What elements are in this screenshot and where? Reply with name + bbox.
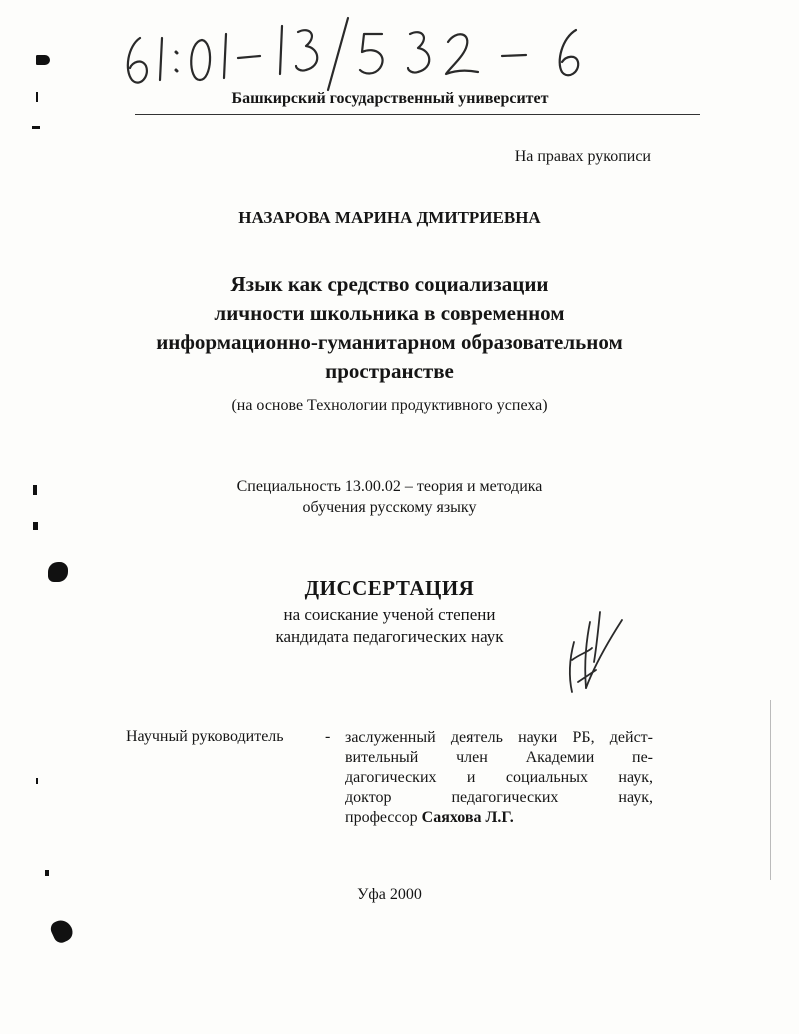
- specialty-line: обучения русскому языку: [302, 499, 477, 516]
- title-line: Язык как средство социализации: [230, 272, 549, 296]
- city-year: Уфа 2000: [357, 886, 422, 903]
- scan-artifact: [33, 522, 38, 530]
- title-line: информационно-гуманитарном образовательном: [156, 330, 623, 354]
- scan-artifact: [36, 92, 38, 102]
- supervisor-title: профессор: [345, 809, 422, 826]
- supervisor-credentials: [345, 728, 653, 828]
- scan-artifact: [36, 778, 38, 784]
- scan-artifact: [33, 485, 37, 495]
- signature: [560, 602, 640, 697]
- scan-artifact: [45, 870, 49, 876]
- document-type: ДИССЕРТАЦИЯ: [304, 576, 475, 600]
- specialty: [0, 476, 779, 518]
- university-name: Башкирский государственный университет: [231, 90, 549, 107]
- supervisor-info-line: доктор педагогических наук,: [345, 789, 653, 806]
- scan-artifact: [36, 55, 50, 65]
- title-line: пространстве: [325, 359, 454, 383]
- supervisor-dash: -: [325, 728, 331, 745]
- dissertation-subtitle: (на основе Технологии продуктивного успеха): [231, 397, 548, 414]
- scan-artifact: [32, 126, 40, 129]
- degree-line: на соискание ученой степени: [283, 605, 496, 624]
- header-divider: [135, 114, 700, 115]
- supervisor-name: Саяхова Л.Г.: [421, 809, 514, 826]
- scan-artifact: [48, 562, 68, 582]
- author-name: НАЗАРОВА МАРИНА ДМИТРИЕВНА: [238, 208, 541, 227]
- specialty-line: Специальность 13.00.02 – теория и методика: [236, 478, 543, 495]
- supervisor-label: Научный руководитель: [126, 728, 284, 745]
- degree-description: [0, 604, 779, 648]
- manuscript-rights-note: На правах рукописи: [514, 148, 651, 165]
- supervisor-info-line: [345, 808, 653, 828]
- supervisor-info-line: дагогических и социальных наук,: [345, 769, 653, 786]
- scan-artifact: [48, 917, 75, 945]
- dissertation-title: [0, 270, 779, 386]
- scan-artifact: [770, 700, 771, 880]
- handwritten-registry-code: [110, 8, 630, 98]
- degree-line: кандидата педагогических наук: [275, 627, 504, 646]
- title-line: личности школьника в современном: [214, 301, 565, 325]
- supervisor-info-line: заслуженный деятель науки РБ, дейст-: [345, 729, 653, 746]
- supervisor-info-line: вительный член Академии пе-: [345, 749, 653, 766]
